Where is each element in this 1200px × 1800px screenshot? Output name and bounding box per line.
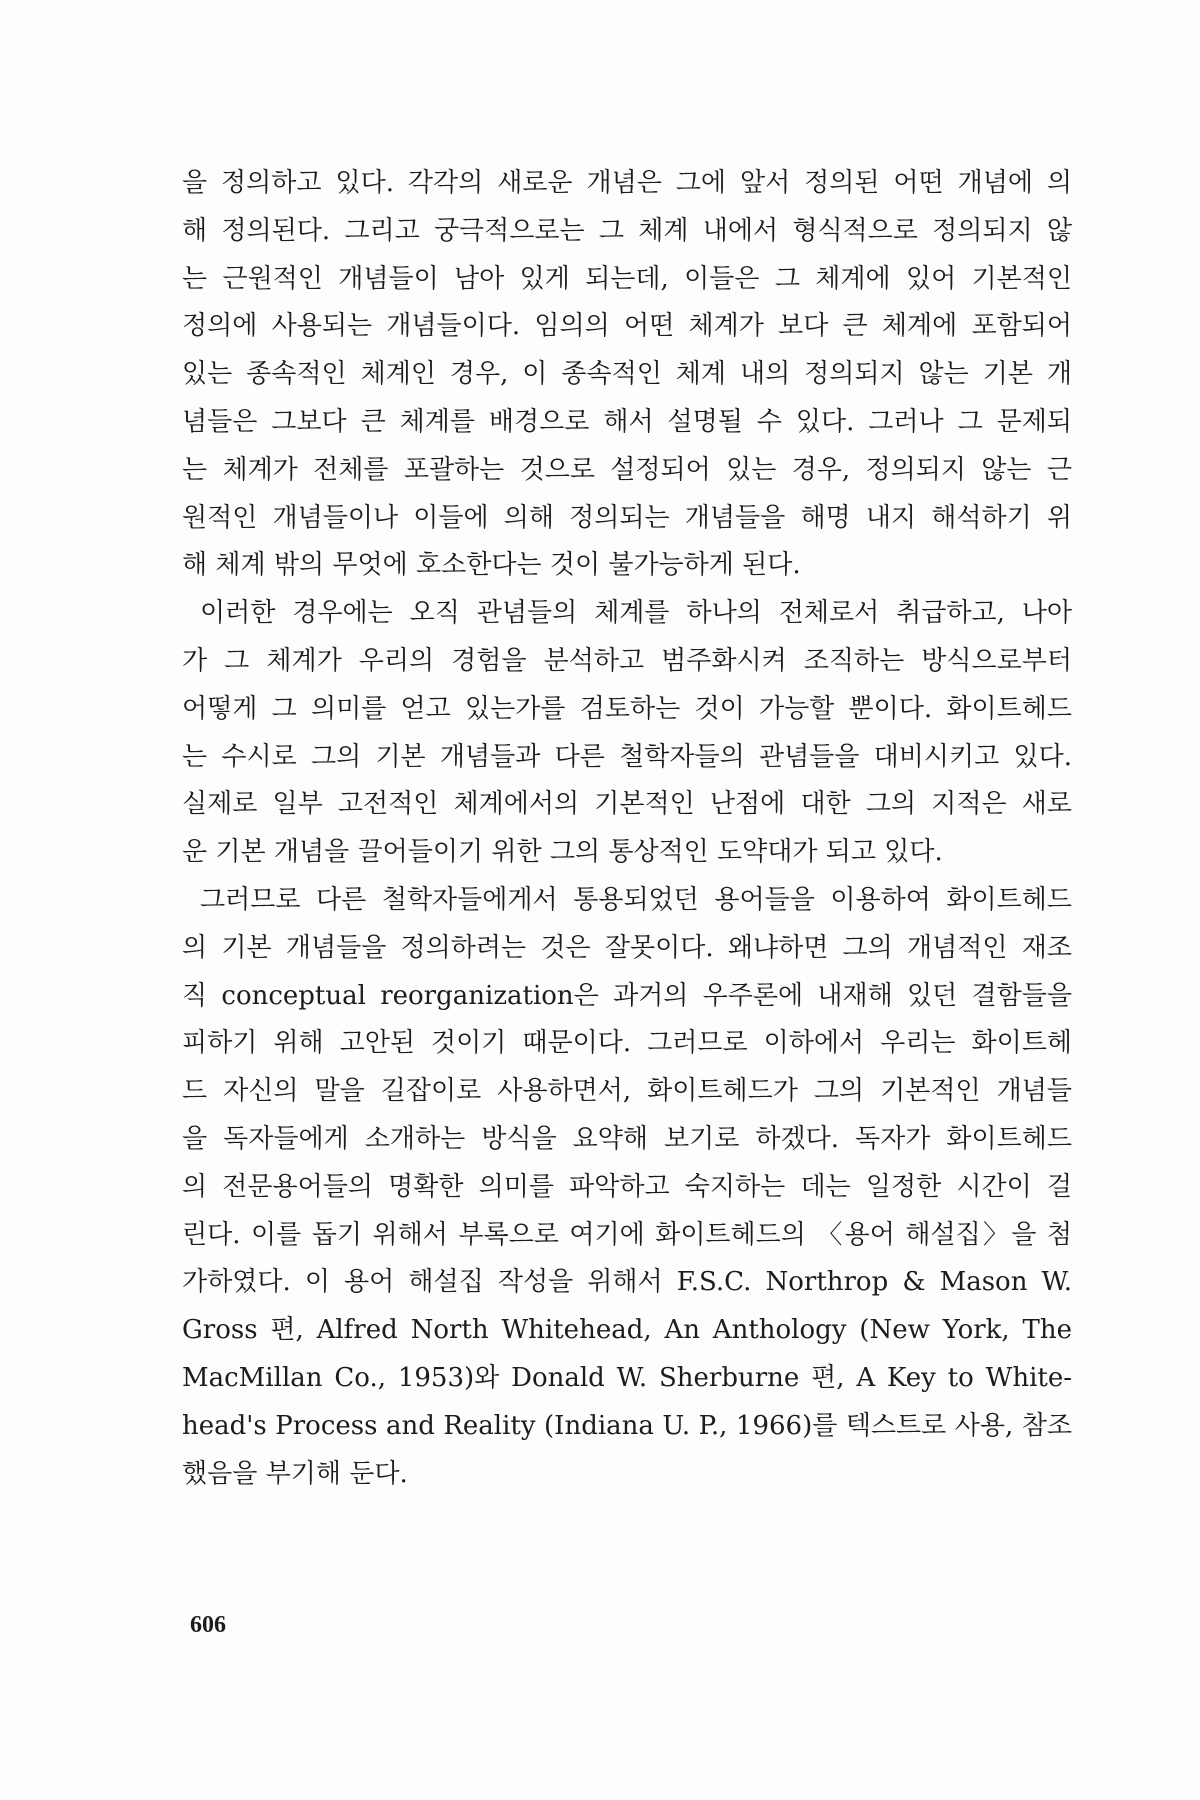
text-line: 직 conceptual reorganization은 과거의 우주론에 내재해 있던 결함들을 <box>182 980 1072 1011</box>
text-line: 는 체계가 전체를 포괄하는 것으로 설정되어 있는 경우, 정의되지 않는 근 <box>182 454 1072 485</box>
text-line: 의 전문용어들의 명확한 의미를 파악하고 숙지하는 데는 일정한 시간이 걸 <box>182 1171 1072 1202</box>
text-line: 실제로 일부 고전적인 체계에서의 기본적인 난점에 대한 그의 지적은 새로 <box>182 789 1072 820</box>
text-line: 을 정의하고 있다. 각각의 새로운 개념은 그에 앞서 정의된 어떤 개념에 의 <box>182 168 1072 198</box>
text-line: 피하기 위해 고안된 것이기 때문이다. 그러므로 이하에서 우리는 화이트헤 <box>182 1028 1072 1059</box>
text-line: 정의에 사용되는 개념들이다. 임의의 어떤 체계가 보다 큰 체계에 포함되어 <box>182 311 1072 342</box>
text-line: 이러한 경우에는 오직 관념들의 체계를 하나의 전체로서 취급하고, 나아 <box>200 598 1072 629</box>
text-line: 어떻게 그 의미를 얻고 있는가를 검토하는 것이 가능할 뿐이다. 화이트헤드 <box>182 693 1072 724</box>
text-line: 을 독자들에게 소개하는 방식을 요약해 보기로 하겠다. 독자가 화이트헤드 <box>182 1123 1072 1154</box>
text-line: 는 수시로 그의 기본 개념들과 다른 철학자들의 관념들을 대비시키고 있다. <box>182 741 1072 772</box>
page-number: 606 <box>190 1612 226 1638</box>
text-line: 해 정의된다. 그리고 궁극적으로는 그 체계 내에서 형식적으로 정의되지 않 <box>182 215 1072 246</box>
text-line: MacMillan Co., 1953)와 Donald W. Sherburne 편, A Key to White- <box>182 1362 1072 1393</box>
text-line: 했음을 부기해 둔다. <box>182 1458 408 1489</box>
text-line: 념들은 그보다 큰 체계를 배경으로 해서 설명될 수 있다. 그러나 그 문제되 <box>182 406 1072 437</box>
text-line: 의 기본 개념들을 정의하려는 것은 잘못이다. 왜냐하면 그의 개념적인 재조 <box>182 932 1072 963</box>
text-line: head's Process and Reality (Indiana U. P., 1966)를 텍스트로 사용, 참조 <box>182 1410 1072 1441</box>
text-line: Gross 편, Alfred North Whitehead, An Anthology (New York, The <box>182 1315 1072 1346</box>
text-line: 그러므로 다른 철학자들에게서 통용되었던 용어들을 이용하여 화이트헤드 <box>200 884 1072 915</box>
paragraph <box>182 590 1072 877</box>
text-line: 해 체계 밖의 무엇에 호소한다는 것이 불가능하게 된다. <box>182 550 801 581</box>
text-line: 가하였다. 이 용어 해설집 작성을 위해서 F.S.C. Northrop & Mason W. <box>182 1267 1072 1298</box>
text-line: 가 그 체계가 우리의 경험을 분석하고 범주화시켜 조직하는 방식으로부터 <box>182 645 1072 676</box>
text-line: 운 기본 개념을 끌어들이기 위한 그의 통상적인 도약대가 되고 있다. <box>182 837 943 868</box>
text-line: 는 근원적인 개념들이 남아 있게 되는데, 이들은 그 체계에 있어 기본적인 <box>182 263 1072 294</box>
text-line: 있는 종속적인 체계인 경우, 이 종속적인 체계 내의 정의되지 않는 기본 개 <box>182 359 1072 390</box>
body-text <box>182 160 1072 1498</box>
text-line: 원적인 개념들이나 이들에 의해 정의되는 개념들을 해명 내지 해석하기 위 <box>182 502 1072 533</box>
text-line: 드 자신의 말을 길잡이로 사용하면서, 화이트헤드가 그의 기본적인 개념들 <box>182 1076 1072 1107</box>
text-line: 린다. 이를 돕기 위해서 부록으로 여기에 화이트헤드의 〈용어 해설집〉을 첨 <box>182 1219 1072 1250</box>
paragraph <box>182 160 1072 590</box>
paragraph <box>182 877 1072 1498</box>
